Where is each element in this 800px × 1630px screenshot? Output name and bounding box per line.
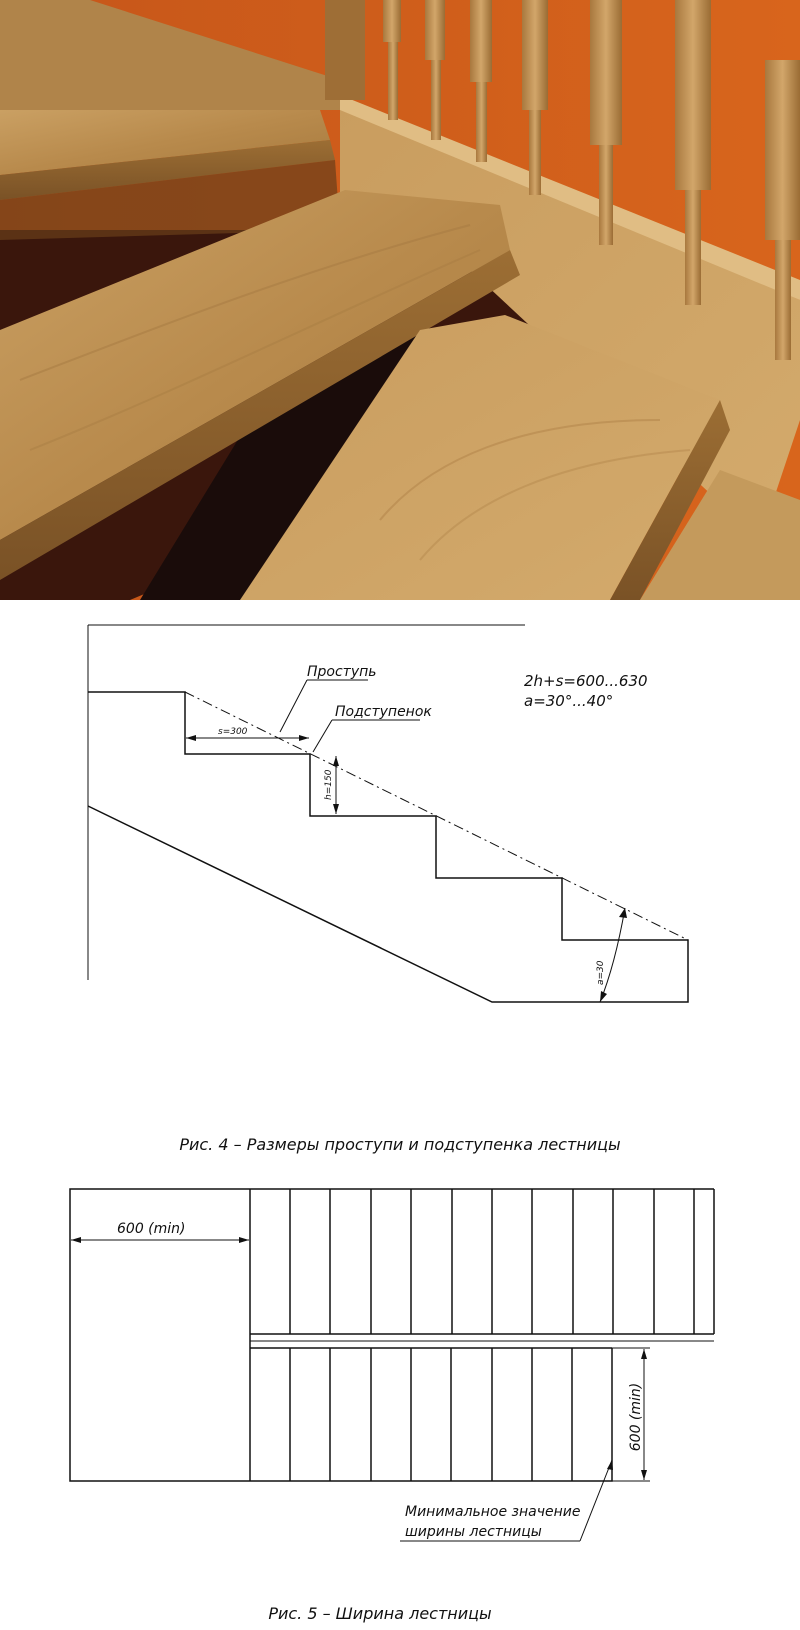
- angle-label: a=30: [596, 960, 606, 985]
- angle-arc: [600, 908, 625, 1002]
- riser-label: Подступенок: [335, 704, 432, 720]
- width-note-leader: [580, 1460, 612, 1541]
- landing-dimension-label: 600 (min): [117, 1221, 186, 1237]
- stair-profile-diagram: [0, 600, 800, 1160]
- width-dimension-label: 600 (min): [628, 1382, 644, 1452]
- width-note-arrow: [607, 1460, 613, 1470]
- riser-leader-line: [313, 720, 332, 752]
- s-dim-arrow-left: [186, 735, 196, 741]
- stair-width-plan: [0, 1160, 800, 1630]
- landing-dim-arrow-right: [239, 1237, 249, 1243]
- h-dim-arrow-bottom: [333, 804, 339, 814]
- figure5-caption: Рис. 5 – Ширина лестницы: [268, 1604, 492, 1623]
- wooden-stair-photo: [0, 0, 800, 600]
- lower-flight-steps: [290, 1348, 572, 1481]
- angle-arc-arrow-top: [619, 908, 627, 918]
- figure4-caption: Рис. 4 – Размеры проступи и подступенка лестницы: [179, 1135, 621, 1154]
- step-profile: [88, 692, 688, 1002]
- pitch-line: [185, 692, 688, 940]
- width-dim-arrow-bottom: [641, 1470, 647, 1480]
- width-note-line2: ширины лестницы: [405, 1524, 542, 1540]
- landing-dim-arrow-left: [71, 1237, 81, 1243]
- width-note-line1: Минимальное значение: [405, 1504, 581, 1520]
- angle-range-text: a=30°...40°: [524, 692, 614, 710]
- s-dimension-label: s=300: [218, 727, 248, 737]
- width-dim-arrow-top: [641, 1349, 647, 1359]
- tread-leader-line: [280, 680, 307, 732]
- s-dim-arrow-right: [299, 735, 309, 741]
- h-dimension-label: h=150: [324, 769, 334, 800]
- upper-flight-steps: [290, 1189, 694, 1334]
- angle-arc-arrow-bottom: [600, 991, 607, 1002]
- h-dim-arrow-top: [333, 756, 339, 766]
- tread-label: Проступь: [307, 664, 377, 680]
- formula-text: 2h+s=600...630: [524, 672, 648, 690]
